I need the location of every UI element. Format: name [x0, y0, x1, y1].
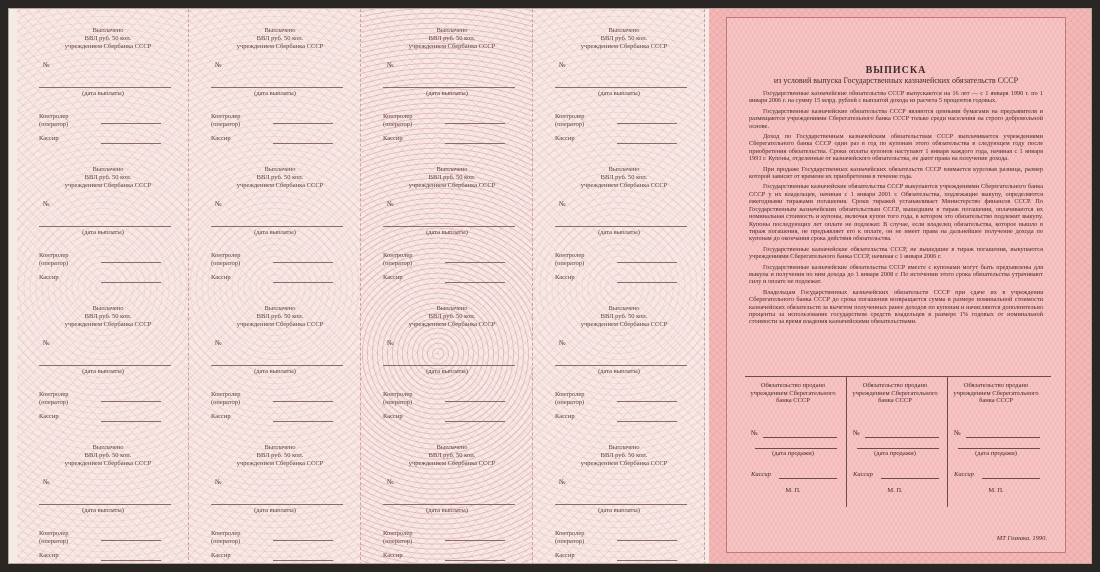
controller-signature-line [273, 540, 333, 541]
coupon-number-mark: № [43, 478, 50, 486]
coupon-date-caption: (дата выплаты) [598, 90, 640, 97]
coupon-controller-label [383, 391, 443, 407]
coupon-controller-label [39, 113, 99, 129]
coupon-date-line [555, 365, 687, 366]
coupon-date-caption: (дата выплаты) [426, 229, 468, 236]
coupon [361, 9, 533, 148]
extract-panel [709, 9, 1092, 564]
coupon [533, 148, 705, 287]
sale-cell-header-line: банка СССР [979, 397, 1013, 404]
sale-number-mark: № [853, 429, 860, 437]
coupon-number-mark: № [387, 339, 394, 347]
extract-paragraph: Доход по Государственным казначейским обязательствам СССР выплачивается учреждениями Сберегательного банка СССР один раз в год по купонам этого обязательства в следующем году после приобретения обязательства. Сроки оплаты купонов наступают 1 января каждого года, начиная с 1 января 1991 г. Купоны, отделенные от казначейского обязательства, не дают права на получение дохода. [749, 133, 1043, 163]
sale-cell-header-line: учреждением Сберегательного [750, 389, 836, 397]
coupon-number-mark: № [387, 61, 394, 69]
coupon-controller-label [555, 391, 615, 407]
coupon-controller-label [555, 530, 615, 546]
coupon-header [35, 444, 181, 468]
coupon-header-line: Выплачено [264, 27, 296, 34]
coupon-controller-line: Контролер [555, 391, 585, 398]
coupon-header [207, 305, 353, 329]
coupon-header-line: ВВЛ руб. 50 коп. [600, 35, 648, 42]
coupon-header-line: ВВЛ руб. 50 коп. [428, 174, 476, 181]
coupon-date-line [555, 87, 687, 88]
cashier-signature-line [273, 560, 333, 561]
extract-paragraph: При продаже Государственных казначейских обязательств СССР взимается курсовая разница, размер которой зависит от времени их приобретения в течение года. [749, 165, 1043, 181]
sale-cell-header-line: учреждением Сберегательного [953, 389, 1039, 397]
coupon-date-caption: (дата выплаты) [598, 229, 640, 236]
sale-cashier-label: Кассир [954, 471, 974, 478]
coupon [361, 426, 533, 564]
coupon [361, 148, 533, 287]
controller-signature-line [617, 262, 677, 263]
coupon-header-line: учреждением Сбербанка СССР [408, 43, 496, 50]
coupon-controller-line: Контролер [39, 530, 69, 537]
coupon-controller-label [211, 391, 271, 407]
coupon-date-caption: (дата выплаты) [254, 368, 296, 375]
extract-title: ВЫПИСКА [865, 65, 927, 76]
coupon-header [207, 27, 353, 51]
coupon [17, 148, 189, 287]
coupon-header [551, 166, 697, 190]
coupon-number-mark: № [215, 478, 222, 486]
coupon-header-line: Выплачено [608, 166, 640, 173]
coupon-date-caption: (дата выплаты) [426, 368, 468, 375]
coupon-cashier-label: Кассир [555, 413, 575, 420]
coupon-controller-label [383, 252, 443, 268]
coupon-header-line: учреждением Сбербанка СССР [408, 182, 496, 189]
coupon-header-line: ВВЛ руб. 50 коп. [84, 35, 132, 42]
coupon-number-mark: № [43, 61, 50, 69]
controller-signature-line [101, 123, 161, 124]
coupon-header-line: Выплачено [436, 166, 468, 173]
coupon-number-mark: № [559, 339, 566, 347]
coupon-header-line: ВВЛ руб. 50 коп. [600, 174, 648, 181]
coupon-header-line: учреждением Сбербанка СССР [580, 321, 668, 328]
coupon-header-line: Выплачено [608, 27, 640, 34]
coupon-date-line [555, 504, 687, 505]
coupon-header-line: Выплачено [92, 444, 124, 451]
coupon-controller-line: Контролер [383, 530, 413, 537]
coupon-controller-line: (оператор) [211, 260, 241, 267]
cashier-signature-line [273, 421, 333, 422]
coupon-header-line: учреждением Сбербанка СССР [236, 43, 324, 50]
coupon-controller-label [383, 113, 443, 129]
controller-signature-line [445, 262, 505, 263]
coupon-number-mark: № [559, 61, 566, 69]
coupon-header [35, 166, 181, 190]
sale-date-caption: (дата продажи) [975, 450, 1017, 457]
coupon-controller-line: Контролер [211, 252, 241, 259]
coupon-header-line: учреждением Сбербанка СССР [64, 43, 152, 50]
coupon-controller-line: (оператор) [39, 399, 69, 406]
coupon-cashier-label: Кассир [211, 552, 231, 559]
coupon-number-mark: № [43, 339, 50, 347]
bond-sheet [8, 8, 1092, 564]
coupon-column [361, 9, 533, 564]
coupon-header [551, 27, 697, 51]
coupon [189, 426, 361, 564]
coupon-header [379, 444, 525, 468]
sale-table [745, 376, 1051, 507]
controller-signature-line [273, 262, 333, 263]
coupon-header [207, 444, 353, 468]
coupon-date-line [383, 226, 515, 227]
coupon-controller-line: Контролер [555, 530, 585, 537]
coupon-header-line: учреждением Сбербанка СССР [236, 321, 324, 328]
sale-cell [947, 377, 1044, 507]
extract-subtitle: из условий выпуска Государственных казначейских обязательств СССР [773, 76, 1019, 85]
sale-cell [846, 377, 943, 507]
coupon-header-line: учреждением Сбербанка СССР [580, 43, 668, 50]
extract-paragraph: Государственные казначейские обязательства СССР, не вышедшие в тираж погашения, выкупаются учреждениями Сберегательного банка СССР, начиная с 1 января 2006 г. [749, 245, 1043, 261]
coupon-header [35, 305, 181, 329]
extract-frame [726, 17, 1066, 553]
sale-cell [745, 377, 841, 507]
coupon-controller-line: Контролер [211, 113, 241, 120]
coupon-header-line: Выплачено [264, 444, 296, 451]
coupon-header-line: ВВЛ руб. 50 коп. [256, 35, 304, 42]
coupon-header-line: ВВЛ руб. 50 коп. [428, 35, 476, 42]
coupon-cashier-label: Кассир [39, 135, 59, 142]
coupon-controller-label [39, 391, 99, 407]
cashier-signature-line [445, 560, 505, 561]
coupon-controller-line: Контролер [39, 113, 69, 120]
coupon-controller-line: Контролер [211, 530, 241, 537]
sale-cell-header [747, 382, 839, 405]
coupon-header-line: учреждением Сбербанка СССР [64, 460, 152, 467]
coupon-column [17, 9, 189, 564]
sale-cell-header-line: Обязательство продано [963, 382, 1029, 389]
coupon-controller-line: Контролер [383, 391, 413, 398]
coupon-header [551, 305, 697, 329]
coupon-header-line: Выплачено [264, 305, 296, 312]
coupon-header-line: Выплачено [436, 305, 468, 312]
controller-signature-line [445, 540, 505, 541]
coupon-header [379, 305, 525, 329]
sale-cashier-line [779, 478, 837, 479]
sale-cell-header [849, 382, 941, 405]
cashier-signature-line [101, 560, 161, 561]
coupon-date-caption: (дата выплаты) [254, 229, 296, 236]
sale-date-line [755, 448, 837, 449]
coupon-header-line: учреждением Сбербанка СССР [64, 321, 152, 328]
coupon-date-caption: (дата выплаты) [598, 507, 640, 514]
cashier-signature-line [617, 421, 677, 422]
coupon-date-line [211, 226, 343, 227]
coupon-number-mark: № [387, 478, 394, 486]
controller-signature-line [101, 540, 161, 541]
coupon-header-line: учреждением Сбербанка СССР [408, 460, 496, 467]
coupon-controller-line: (оператор) [383, 121, 413, 128]
coupon-number-mark: № [387, 200, 394, 208]
sale-cell-header-line: банка СССР [878, 397, 912, 404]
coupon-controller-label [211, 252, 271, 268]
sale-cell-header-line: банка СССР [776, 397, 810, 404]
coupon-cashier-label: Кассир [383, 413, 403, 420]
coupon-date-line [39, 226, 171, 227]
controller-signature-line [445, 401, 505, 402]
coupon-number-mark: № [215, 61, 222, 69]
coupon-header-line: Выплачено [608, 444, 640, 451]
cashier-signature-line [101, 421, 161, 422]
coupon-number-mark: № [215, 200, 222, 208]
coupon-date-line [211, 87, 343, 88]
coupon-cashier-label: Кассир [39, 274, 59, 281]
coupon-cashier-label: Кассир [39, 413, 59, 420]
coupon-header-line: Выплачено [436, 27, 468, 34]
coupon-controller-label [555, 252, 615, 268]
coupon-controller-line: (оператор) [39, 538, 69, 545]
coupon-controller-label [39, 252, 99, 268]
coupon-header-line: ВВЛ руб. 50 коп. [600, 313, 648, 320]
coupon [361, 287, 533, 426]
coupon-date-caption: (дата выплаты) [82, 229, 124, 236]
coupon-header-line: ВВЛ руб. 50 коп. [256, 174, 304, 181]
sale-date-caption: (дата продажи) [874, 450, 916, 457]
cashier-signature-line [101, 282, 161, 283]
controller-signature-line [617, 401, 677, 402]
controller-signature-line [617, 123, 677, 124]
coupon-cashier-label: Кассир [211, 135, 231, 142]
coupon-number-mark: № [43, 200, 50, 208]
sale-number-line [966, 437, 1040, 438]
cashier-signature-line [445, 421, 505, 422]
coupon-controller-line: (оператор) [555, 260, 585, 267]
coupon-header-line: ВВЛ руб. 50 коп. [84, 452, 132, 459]
coupon [17, 287, 189, 426]
extract-paragraph: Государственные казначейские обязательства СССР выкупаются учреждениями Сберегательного банка СССР у их владельцев, начиная с 1 января 2001 г. Обязательства, подлежащие выкупу, определяются ежегодными тиражами погашения. Сроки тиражей устанавливает Министерство финансов СССР. По Государственным казначейским обязательствам СССР, вышедшим в тираж погашения, оплачиваются их номинальная стоимость и купоны, включая купон того года, в котором это обязательство подлежит выкупу. Купоны последующих лет оплате не подлежат. В случае, если владелец обязательства, которое вышло в тираж погашения, не предъявляет его к оплате, он не имеет права на дальнейшее получение дохода по купонам до окончания срока действия обязательства. [749, 183, 1043, 243]
coupon [17, 426, 189, 564]
extract-paragraph: Государственные казначейские обязательства СССР выпускаются на 16 лет — с 1 января 1990 г. по 1 января 2006 г. на сумму 15 млрд. рублей с выплатой дохода из расчета 5 процентов годовых. [749, 90, 1043, 105]
coupon-controller-line: (оператор) [555, 538, 585, 545]
coupon-header-line: ВВЛ руб. 50 коп. [428, 452, 476, 459]
cashier-signature-line [273, 143, 333, 144]
coupon-header-line: учреждением Сбербанка СССР [408, 321, 496, 328]
coupon [533, 287, 705, 426]
printer-imprint: МТ Гознака. 1990. [996, 535, 1047, 542]
coupon [189, 287, 361, 426]
coupon-cashier-label: Кассир [383, 274, 403, 281]
sale-cashier-label: Кассир [751, 471, 771, 478]
coupon-header [379, 166, 525, 190]
coupon-controller-line: (оператор) [383, 538, 413, 545]
coupon-column [533, 9, 705, 564]
coupon-header [551, 444, 697, 468]
coupon-date-line [211, 504, 343, 505]
coupon-controller-label [555, 113, 615, 129]
sale-number-mark: № [751, 429, 758, 437]
coupon-date-caption: (дата выплаты) [82, 368, 124, 375]
sale-number-mark: № [954, 429, 961, 437]
sale-number-line [865, 437, 939, 438]
coupon-header-line: Выплачено [608, 305, 640, 312]
coupon-sheet [9, 9, 709, 564]
sale-date-line [857, 448, 939, 449]
controller-signature-line [617, 540, 677, 541]
coupon-header-line: Выплачено [436, 444, 468, 451]
coupon-number-mark: № [559, 478, 566, 486]
coupon-cashier-label: Кассир [555, 552, 575, 559]
coupon-controller-line: Контролер [39, 252, 69, 259]
coupon [189, 9, 361, 148]
coupon-header-line: Выплачено [92, 305, 124, 312]
coupon-controller-line: (оператор) [211, 121, 241, 128]
cashier-signature-line [101, 143, 161, 144]
cashier-signature-line [617, 560, 677, 561]
coupon-header-line: Выплачено [92, 27, 124, 34]
coupon-header [35, 27, 181, 51]
coupon [189, 148, 361, 287]
coupon-date-line [39, 365, 171, 366]
sale-cashier-line [881, 478, 939, 479]
cashier-signature-line [617, 143, 677, 144]
controller-signature-line [101, 401, 161, 402]
cashier-signature-line [445, 143, 505, 144]
coupon-cashier-label: Кассир [39, 552, 59, 559]
coupon-header-line: ВВЛ руб. 50 коп. [256, 313, 304, 320]
coupon-controller-line: Контролер [383, 252, 413, 259]
sale-cell-header-line: Обязательство продано [862, 382, 928, 389]
sale-date-caption: (дата продажи) [772, 450, 814, 457]
coupon-header-line: ВВЛ руб. 50 коп. [84, 313, 132, 320]
cashier-signature-line [617, 282, 677, 283]
extract-body [749, 90, 1043, 329]
coupon-date-line [383, 504, 515, 505]
coupon-controller-line: Контролер [555, 252, 585, 259]
cashier-signature-line [273, 282, 333, 283]
coupon-controller-label [211, 530, 271, 546]
coupon-header-line: учреждением Сбербанка СССР [64, 182, 152, 189]
coupon-controller-label [383, 530, 443, 546]
coupon-date-line [555, 226, 687, 227]
coupon-controller-line: (оператор) [383, 399, 413, 406]
coupon-number-mark: № [215, 339, 222, 347]
coupon-date-caption: (дата выплаты) [254, 90, 296, 97]
coupon-controller-label [211, 113, 271, 129]
coupon-header-line: учреждением Сбербанка СССР [236, 182, 324, 189]
sale-number-line [763, 437, 837, 438]
coupon-controller-line: (оператор) [555, 399, 585, 406]
coupon-controller-line: (оператор) [211, 399, 241, 406]
seal-mark: М. П. [785, 487, 801, 494]
coupon-header-line: учреждением Сбербанка СССР [580, 182, 668, 189]
sale-cell-header [950, 382, 1042, 405]
coupon-header-line: ВВЛ руб. 50 коп. [428, 313, 476, 320]
coupon-controller-line: (оператор) [383, 260, 413, 267]
coupon [533, 9, 705, 148]
coupon-header-line: учреждением Сбербанка СССР [580, 460, 668, 467]
coupon-controller-line: Контролер [211, 391, 241, 398]
extract-paragraph: Владельцам Государственных казначейских обязательств СССР при сдаче их в учреждения Сберегательного банка СССР до срока погашения возвращается сумма в размере номинальной стоимости казначейских обязательств за вычетом полученных ранее доходов по купонам и начисляются дополнительно проценты за использование государством средств владельцев в размере 1% годовых от номинальной стоимости за время владения казначейскими обязательствами. [749, 288, 1043, 326]
extract-paragraph: Государственные казначейские обязательства СССР являются ценными бумагами на предъявителя и размещаются учреждениями Сберегательного банка СССР только среди населения на строго добровольной основе. [749, 107, 1043, 130]
coupon-controller-line: (оператор) [39, 121, 69, 128]
controller-signature-line [101, 262, 161, 263]
controller-signature-line [273, 123, 333, 124]
coupon-cashier-label: Кассир [555, 135, 575, 142]
seal-mark: М. П. [887, 487, 903, 494]
coupon-date-caption: (дата выплаты) [82, 90, 124, 97]
coupon-date-line [39, 87, 171, 88]
coupon-date-caption: (дата выплаты) [82, 507, 124, 514]
seal-mark: М. П. [988, 487, 1004, 494]
coupon-controller-line: (оператор) [555, 121, 585, 128]
coupon-header [207, 166, 353, 190]
coupon-header-line: Выплачено [264, 166, 296, 173]
coupon-cashier-label: Кассир [383, 552, 403, 559]
coupon-date-caption: (дата выплаты) [598, 368, 640, 375]
coupon-cashier-label: Кассир [555, 274, 575, 281]
coupon-controller-line: Контролер [39, 391, 69, 398]
coupon-header-line: учреждением Сбербанка СССР [236, 460, 324, 467]
controller-signature-line [273, 401, 333, 402]
sale-cell-header-line: учреждением Сберегательного [852, 389, 938, 397]
sale-cell-header-line: Обязательство продано [760, 382, 826, 389]
coupon-controller-line: Контролер [383, 113, 413, 120]
coupon-column [189, 9, 361, 564]
coupon-cashier-label: Кассир [383, 135, 403, 142]
coupon-header-line: ВВЛ руб. 50 коп. [256, 452, 304, 459]
coupon-date-caption: (дата выплаты) [426, 90, 468, 97]
coupon-number-mark: № [559, 200, 566, 208]
coupon-header [379, 27, 525, 51]
coupon-date-caption: (дата выплаты) [254, 507, 296, 514]
coupon [17, 9, 189, 148]
sale-cashier-line [982, 478, 1040, 479]
coupon-controller-label [39, 530, 99, 546]
coupon-date-caption: (дата выплаты) [426, 507, 468, 514]
sale-date-line [958, 448, 1040, 449]
coupon-header-line: ВВЛ руб. 50 коп. [84, 174, 132, 181]
controller-signature-line [445, 123, 505, 124]
coupon-cashier-label: Кассир [211, 413, 231, 420]
coupon [533, 426, 705, 564]
coupon-date-line [383, 365, 515, 366]
coupon-controller-line: (оператор) [39, 260, 69, 267]
cashier-signature-line [445, 282, 505, 283]
coupon-header-line: Выплачено [92, 166, 124, 173]
sale-cashier-label: Кассир [853, 471, 873, 478]
coupon-controller-line: (оператор) [211, 538, 241, 545]
coupon-header-line: ВВЛ руб. 50 коп. [600, 452, 648, 459]
coupon-controller-line: Контролер [555, 113, 585, 120]
coupon-date-line [383, 87, 515, 88]
coupon-cashier-label: Кассир [211, 274, 231, 281]
extract-paragraph: Государственные казначейские обязательства СССР вместе с купонами могут быть предъявлены для выкупа и получения по ним дохода до 1 января 2008 г. По истечении этого срока обязательства утрачивают силу и оплате не подлежат. [749, 263, 1043, 286]
coupon-date-line [39, 504, 171, 505]
coupon-date-line [211, 365, 343, 366]
